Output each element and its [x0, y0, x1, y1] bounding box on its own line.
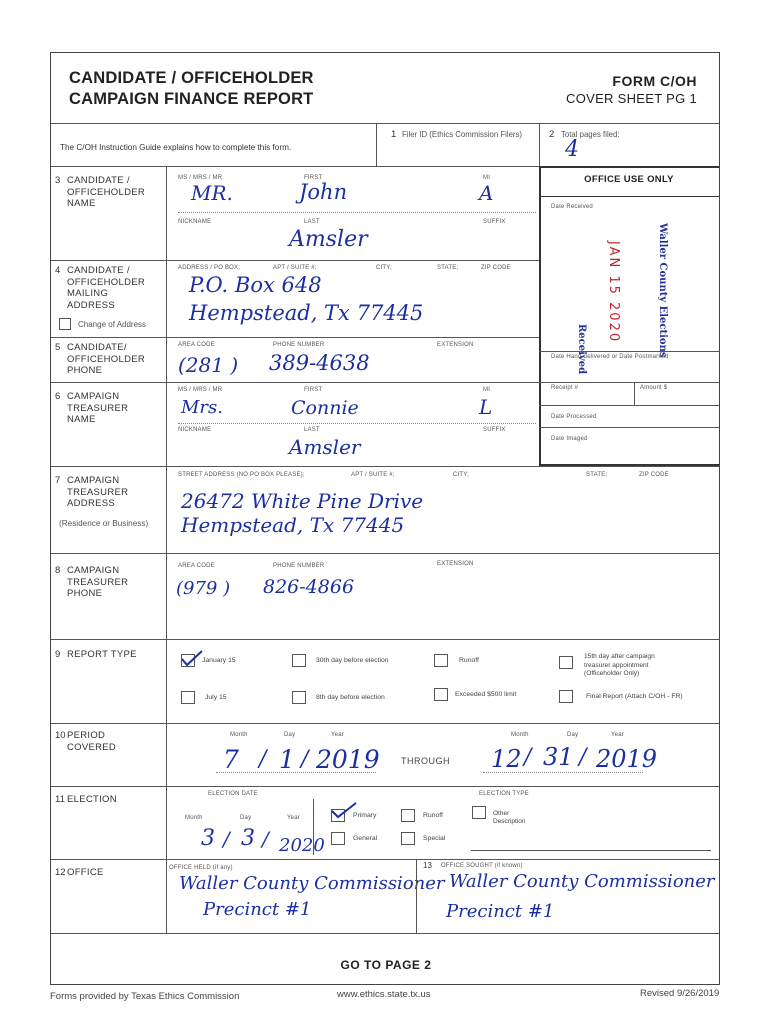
candidate-name-label: CANDIDATE / OFFICEHOLDER NAME: [67, 175, 146, 209]
change-of-address-checkbox[interactable]: [59, 318, 71, 330]
s8-ext-hdr: EXTENSION: [437, 561, 474, 567]
s7-city-hdr: CITY;: [453, 472, 469, 478]
form-title-line1: CANDIDATE / OFFICEHOLDER: [69, 69, 314, 87]
15th-day-checkbox[interactable]: [559, 656, 573, 669]
office-label: OFFICE: [67, 867, 104, 878]
candidate-mi-field[interactable]: A: [479, 181, 494, 205]
period-end-day-field[interactable]: 31: [543, 743, 574, 771]
office-use-title: OFFICE USE ONLY: [584, 174, 674, 185]
s11-year-hdr: Year: [287, 815, 300, 821]
s11-day-hdr: Day: [240, 815, 252, 821]
s7-street-hdr: STREET ADDRESS (NO PO BOX PLEASE);: [178, 472, 305, 478]
s4-number: 4: [55, 265, 61, 276]
election-month-field[interactable]: 3: [201, 826, 215, 851]
july-15-checkbox[interactable]: [181, 691, 195, 704]
30th-day-label: 30th day before election: [316, 657, 389, 664]
office-held-line2-field[interactable]: Precinct #1: [203, 899, 312, 920]
cover-sheet-form: CANDIDATE / OFFICEHOLDER CAMPAIGN FINANCE REPORT FORM C/OH COVER SHEET PG 1 The C/OH Instruction Guide explains how to complete this form. 1 Filer ID (Ethics Commission Filers) 2 Total pages filed: 4 OFFICE USE ONLY Date Received Received JAN 15 2020 Waller County Elections Date Hand-delivered or Date Postmarked Receipt # Amount $ Date Processed Date Imaged 3 CANDIDATE / OFFICEHOLDER NAME MS / MRS / MR FIRST MI MR. John A NICKNAME LAST SUFFIX Amsler 4 CANDIDATE / OFFICEHOLDER MAILING ADDRESS Change of Address ADDRESS / PO BOX; APT / SUITE #; CITY; STATE; ZIP CODE P.O. Box 648 Hempstead, Tx 77445 5 CANDIDATE/ OFFICEHOLDER PHONE AREA CODE PHONE NUMBER EXTENSION (281 ) 389-4638 6 CAMPAIGN TREASURER NAME MS / MRS / MR FIRST MI Mrs. Connie L NICKNAME LAST SUFFIX Amsler 7 CAMPAIGN TREASURER ADDRESS (Residence or Business) STREET ADDRESS (NO PO BOX PLEASE); APT / SUITE #; CITY; STATE; ZIP CODE 26472 White Pine Drive Hempstead, Tx 77445 8 CAMPAIGN TREASURER PHONE AREA CODE PHONE NUMBER EXTENSION (979 ) 826-4866 9 REPORT TYPE January 15 30th day before election Runoff 15th day after campaign treasurer appointment (Officeholder Only) July 15 8th day before election Exceeded $500 limit Final Report (Attach C/OH - FR) 10 PERIOD COVERED Month Day Year 7 / 1 / 2019 THROUGH Month Day Year 12 / 31 / 2019 11 ELECTION ELECTION DATE Month Day Year 3 / 3 / 2020 ELECTION TYPE Primary Runoff Other Description General Special 12 OFFICE OFFICE HELD (if any) Waller County Commissioner Precinct #1 13 OFFICE SOUGHT (if known) Waller County Commissioner Precinct #1 GO TO PAGE 2: [50, 52, 720, 985]
s4-state-hdr: STATE;: [437, 265, 459, 271]
check-mark-icon: [180, 649, 204, 667]
s3-ms-hdr: MS / MRS / MR: [178, 175, 223, 181]
cover-sheet-label: COVER SHEET PG 1: [566, 91, 697, 106]
s6-last-hdr: LAST: [304, 427, 320, 433]
candidate-phone-field[interactable]: 389-4638: [269, 351, 370, 375]
s7-apt-hdr: APT / SUITE #;: [351, 472, 395, 478]
january-15-checkbox[interactable]: [181, 654, 195, 667]
s6-ms-hdr: MS / MRS / MR: [178, 387, 223, 393]
candidate-first-name-field[interactable]: John: [299, 180, 348, 204]
s8-area-hdr: AREA CODE: [178, 563, 215, 569]
candidate-address-line2-field[interactable]: Hempstead, Tx 77445: [189, 301, 424, 325]
treasurer-address-line2-field[interactable]: Hempstead, Tx 77445: [181, 513, 405, 537]
s4-address-hdr: ADDRESS / PO BOX;: [178, 265, 241, 271]
runoff-election-label: Runoff: [423, 812, 443, 819]
runoff-election-checkbox[interactable]: [401, 809, 415, 822]
instruction-guide-text: The C/OH Instruction Guide explains how to complete this form.: [60, 143, 292, 152]
total-pages-value[interactable]: 4: [565, 137, 579, 162]
total-pages-number: 2: [549, 129, 555, 140]
exceeded-500-checkbox[interactable]: [434, 688, 448, 701]
candidate-address-line1-field[interactable]: P.O. Box 648: [189, 273, 322, 297]
s5-ext-hdr: EXTENSION: [437, 342, 474, 348]
treasurer-area-code-field[interactable]: (979 ): [176, 578, 231, 599]
period-end-month-field[interactable]: 12: [491, 745, 522, 773]
treasurer-prefix-field[interactable]: Mrs.: [181, 397, 223, 418]
special-label: Special: [423, 835, 446, 842]
election-type-hdr: ELECTION TYPE: [479, 791, 529, 797]
s6-first-hdr: FIRST: [304, 387, 323, 393]
report-type-label: REPORT TYPE: [67, 649, 137, 660]
july-15-label: July 15: [205, 694, 227, 701]
imaged-label: Date Imaged: [551, 436, 588, 442]
treasurer-last-name-field[interactable]: Amsler: [289, 435, 361, 459]
8th-day-label: 8th day before election: [316, 694, 385, 701]
s9-number: 9: [55, 649, 61, 660]
s6-suffix-hdr: SUFFIX: [483, 427, 506, 433]
election-date-hdr: ELECTION DATE: [208, 791, 258, 797]
footer-revised: Revised 9/26/2019: [640, 988, 720, 999]
15th-day-label: 15th day after campaign treasurer appointment (Officeholder Only): [584, 653, 655, 677]
s12-number: 12: [55, 867, 66, 878]
hand-delivered-label: Date Hand-delivered or Date Postmarked: [551, 354, 669, 360]
treasurer-mi-field[interactable]: L: [479, 395, 493, 419]
s6-nickname-hdr: NICKNAME: [178, 427, 212, 433]
election-day-field[interactable]: 3: [241, 826, 255, 851]
runoff-report-label: Runoff: [459, 657, 479, 664]
processed-label: Date Processed: [551, 414, 597, 420]
mailing-address-label: CANDIDATE / OFFICEHOLDER MAILING ADDRESS: [67, 265, 146, 311]
s10-year2-hdr: Year: [611, 732, 624, 738]
total-pages-label: Total pages filed:: [561, 130, 620, 139]
treasurer-address-label: CAMPAIGN TREASURER ADDRESS: [67, 475, 129, 509]
s3-mi-hdr: MI: [483, 175, 491, 181]
treasurer-name-label: CAMPAIGN TREASURER NAME: [67, 391, 129, 425]
s10-number: 10: [55, 730, 66, 741]
s5-number: 5: [55, 342, 61, 353]
s8-number: 8: [55, 565, 61, 576]
s6-mi-hdr: MI: [483, 387, 491, 393]
8th-day-checkbox[interactable]: [292, 691, 306, 704]
s8-phone-hdr: PHONE NUMBER: [273, 563, 325, 569]
s4-apt-hdr: APT / SUITE #;: [273, 265, 317, 271]
receipt-label: Receipt #: [551, 385, 579, 391]
s3-suffix-hdr: SUFFIX: [483, 219, 506, 225]
final-report-label: Final Report (Attach C/OH - FR): [586, 693, 683, 700]
office-held-hdr: OFFICE HELD (if any): [169, 865, 233, 871]
treasurer-first-name-field[interactable]: Connie: [291, 397, 359, 419]
period-start-day-field[interactable]: 1: [279, 745, 295, 774]
office-held-line1-field[interactable]: Waller County Commissioner: [179, 873, 445, 894]
stamp-date: JAN 15 2020: [606, 241, 621, 344]
general-checkbox[interactable]: [331, 832, 345, 845]
candidate-prefix-field[interactable]: MR.: [191, 181, 233, 205]
s3-number: 3: [55, 175, 61, 186]
other-election-label: Other Description: [493, 810, 526, 825]
candidate-area-code-field[interactable]: (281 ): [178, 353, 239, 377]
s7-zip-hdr: ZIP CODE: [639, 472, 669, 478]
treasurer-phone-label: CAMPAIGN TREASURER PHONE: [67, 565, 129, 599]
filer-id-label: Filer ID (Ethics Commission Filers): [402, 130, 522, 139]
treasurer-phone-field[interactable]: 826-4866: [263, 576, 355, 598]
s6-number: 6: [55, 391, 61, 402]
period-start-year-field[interactable]: 2019: [316, 745, 380, 774]
stamp-received: Received: [576, 324, 587, 375]
s11-month-hdr: Month: [185, 815, 203, 821]
s10-day2-hdr: Day: [567, 732, 579, 738]
s10-month2-hdr: Month: [511, 732, 529, 738]
s7-number: 7: [55, 475, 61, 486]
general-label: General: [353, 835, 378, 842]
s10-day1-hdr: Day: [284, 732, 296, 738]
30th-day-checkbox[interactable]: [292, 654, 306, 667]
primary-label: Primary: [353, 812, 377, 819]
primary-checkbox[interactable]: [331, 809, 345, 822]
amount-label: Amount $: [640, 385, 668, 391]
change-of-address-label: Change of Address: [78, 320, 147, 329]
office-sought-hdr: OFFICE SOUGHT (if known): [441, 863, 523, 869]
treasurer-address-line1-field[interactable]: 26472 White Pine Drive: [181, 489, 424, 513]
s10-month1-hdr: Month: [230, 732, 248, 738]
candidate-phone-label: CANDIDATE/ OFFICEHOLDER PHONE: [67, 342, 146, 376]
final-report-checkbox[interactable]: [559, 690, 573, 703]
other-election-checkbox[interactable]: [472, 806, 486, 819]
period-start-month-field[interactable]: 7: [223, 745, 239, 774]
s11-number: 11: [55, 794, 65, 805]
s10-year1-hdr: Year: [331, 732, 344, 738]
filer-id-number: 1: [391, 129, 397, 140]
election-year-field[interactable]: 2020: [279, 835, 325, 856]
footer-left: Forms provided by Texas Ethics Commission: [50, 991, 240, 1002]
form-id: FORM C/OH: [612, 73, 697, 89]
s5-area-hdr: AREA CODE: [178, 342, 215, 348]
through-label: THROUGH: [401, 756, 450, 766]
residence-or-business-label: (Residence or Business): [59, 519, 149, 528]
s3-last-hdr: LAST: [304, 219, 320, 225]
s5-phone-hdr: PHONE NUMBER: [273, 342, 325, 348]
candidate-last-name-field[interactable]: Amsler: [289, 227, 368, 252]
stamp-county: Waller County Elections: [657, 223, 668, 358]
s4-zip-hdr: ZIP CODE: [481, 265, 511, 271]
form-title-line2: CAMPAIGN FINANCE REPORT: [69, 90, 314, 108]
special-checkbox[interactable]: [401, 832, 415, 845]
runoff-report-checkbox[interactable]: [434, 654, 448, 667]
january-15-label: January 15: [202, 657, 236, 664]
go-to-page-2: GO TO PAGE 2: [340, 958, 432, 972]
date-received-label: Date Received: [551, 204, 593, 210]
s3-first-hdr: FIRST: [304, 175, 323, 181]
office-sought-line2-field[interactable]: Precinct #1: [446, 901, 555, 922]
s13-number: 13: [423, 861, 432, 870]
office-use-box: [539, 166, 719, 466]
s7-state-hdr: STATE;: [586, 472, 608, 478]
period-end-year-field[interactable]: 2019: [596, 745, 658, 773]
period-covered-label: PERIOD COVERED: [67, 730, 117, 753]
s3-nickname-hdr: NICKNAME: [178, 219, 212, 225]
s4-city-hdr: CITY;: [376, 265, 392, 271]
exceeded-500-label: Exceeded $500 limit: [455, 691, 517, 698]
election-label: ELECTION: [67, 794, 117, 805]
office-sought-line1-field[interactable]: Waller County Commissioner: [449, 871, 715, 892]
footer-website[interactable]: www.ethics.state.tx.us: [337, 989, 431, 1000]
